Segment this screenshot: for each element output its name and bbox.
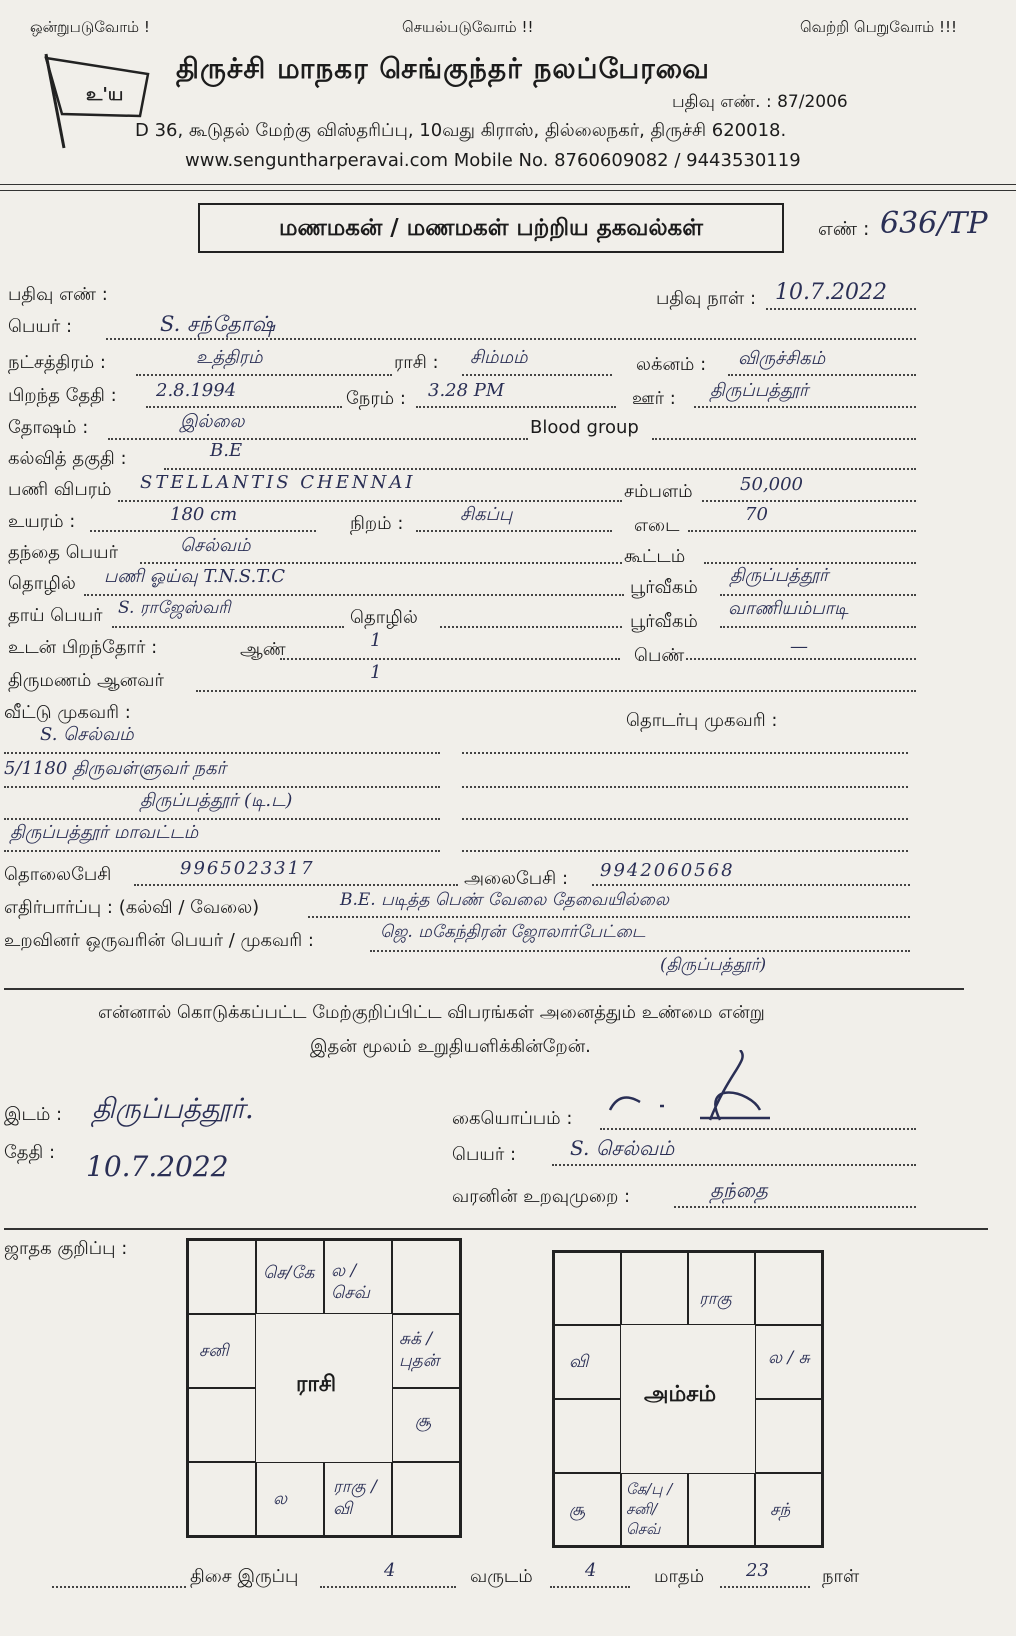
native-value: திருப்பத்தூர் xyxy=(730,565,829,586)
time-label: நேரம் : xyxy=(346,388,406,409)
rasi-house-text: சுக் / புதன் xyxy=(399,1329,440,1371)
home-address-label: வீட்டு முகவரி : xyxy=(4,702,131,723)
weight-label: எடை xyxy=(634,515,680,536)
place-label: இடம் : xyxy=(4,1104,63,1125)
organisation-name: திருச்சி மாநகர செங்குந்தர் நலப்பேரவை xyxy=(176,52,710,85)
weight-value: 70 xyxy=(745,504,768,525)
rasi-house xyxy=(256,1240,324,1314)
name-value: S. சந்தோஷ் xyxy=(160,312,276,336)
height-label: உயரம் : xyxy=(8,511,76,532)
dob-label: பிறந்த தேதி : xyxy=(8,385,117,406)
job-label: பணி விபரம் xyxy=(8,479,112,500)
amsam-chart-title: அம்சம் xyxy=(644,1382,717,1407)
married-value: 1 xyxy=(370,662,382,683)
home-address-line-2: 5/1180 திருவள்ளுவர் நகர் xyxy=(4,758,226,779)
mother-name-label: தாய் பெயர் xyxy=(8,605,103,626)
salary-label: சம்பளம் xyxy=(624,481,693,502)
lagnam-label: லக்னம் : xyxy=(636,354,707,375)
days-label: நாள் xyxy=(822,1566,860,1587)
expectation-value: B.E. படித்த பெண் வேலை தேவையில்லை xyxy=(340,890,669,910)
slogan-center: செயல்படுவோம் !! xyxy=(402,18,534,36)
amsam-house xyxy=(621,1252,688,1325)
amsam-house xyxy=(621,1473,688,1546)
star-value: உத்திரம் xyxy=(196,347,263,368)
amsam-house xyxy=(755,1473,822,1546)
contact-address-label: தொடர்பு முகவரி : xyxy=(626,710,778,731)
amsam-house-text: ல / சு xyxy=(768,1348,810,1368)
father-name-value: செல்வம் xyxy=(180,535,251,556)
amsam-house xyxy=(688,1252,755,1325)
amsam-house-text: சந் xyxy=(770,1500,791,1520)
occupation-label: தொழில் xyxy=(8,573,76,594)
rasi-chart-title: ராசி xyxy=(296,1372,337,1397)
amsam-house-text: சூ xyxy=(569,1500,586,1520)
rasi-house-text: சூ xyxy=(415,1411,432,1431)
complexion-label: நிறம் : xyxy=(350,513,404,534)
phone-label: தொலைபேசி xyxy=(4,864,112,885)
rasi-house-text: செ/கே xyxy=(263,1263,315,1283)
amsam-house-text: ராகு xyxy=(699,1289,732,1309)
native-label: பூர்வீகம் xyxy=(630,577,698,598)
signature xyxy=(600,1050,770,1130)
reg-date-label: பதிவு நாள் : xyxy=(656,288,757,309)
complexion-value: சிகப்பு xyxy=(460,504,513,525)
home-address-line-3: திருப்பத்தூர் (டி.ட) xyxy=(140,790,293,811)
rasi-value: சிம்மம் xyxy=(470,347,528,368)
relative-value-line-2: (திருப்பத்தூர்) xyxy=(660,955,767,975)
amsam-house xyxy=(554,1252,621,1325)
dosham-value: இல்லை xyxy=(180,411,245,432)
rasi-house xyxy=(188,1462,256,1536)
married-label: திருமணம் ஆனவர் xyxy=(8,670,164,691)
star-label: நட்சத்திரம் : xyxy=(8,352,106,373)
rasi-chart xyxy=(186,1238,462,1538)
amsam-house-text: வி xyxy=(569,1352,589,1372)
siblings-label: உடன் பிறந்தோர் : xyxy=(8,637,158,658)
rasi-label: ராசி : xyxy=(394,352,439,373)
date-label: தேதி : xyxy=(4,1142,56,1163)
date-value: 10.7.2022 xyxy=(86,1150,229,1183)
horoscope-label: ஜாதக குறிப்பு : xyxy=(4,1238,128,1259)
kootam-label: கூட்டம் xyxy=(624,546,686,567)
declaration-line-2: இதன் மூலம் உறுதியளிக்கின்றேன். xyxy=(310,1036,591,1057)
female-siblings-label: பெண் xyxy=(634,645,685,666)
dosham-label: தோஷம் : xyxy=(8,417,89,438)
expectation-label: எதிர்பார்ப்பு : (கல்வி / வேலை) xyxy=(4,897,260,918)
rasi-house xyxy=(324,1240,392,1314)
mother-native-value: வாணியம்பாடி xyxy=(728,598,849,619)
rasi-house-text: ல xyxy=(273,1489,288,1509)
dasa-months-value: 4 xyxy=(585,1560,597,1581)
relative-label: உறவினர் ஒருவரின் பெயர் / முகவரி : xyxy=(4,930,314,951)
mother-native-label: பூர்வீகம் xyxy=(630,611,698,632)
rasi-house xyxy=(256,1462,324,1536)
years-label: வருடம் xyxy=(470,1566,533,1587)
relation-value: தந்தை xyxy=(710,1178,768,1202)
declaration-line-1: என்னால் கொடுக்கப்பட்ட மேற்குறிப்பிட்ட விபரங்கள் அனைத்தும் உண்மை என்று xyxy=(98,1002,765,1023)
amsam-house xyxy=(554,1325,621,1399)
amsam-chart xyxy=(552,1250,824,1548)
occupation-value: பணி ஓய்வு T.N.S.T.C xyxy=(104,566,286,587)
reg-date-value: 10.7.2022 xyxy=(775,280,887,305)
male-siblings-value: 1 xyxy=(370,630,382,651)
form-title-box: மணமகன் / மணமகள் பற்றிய தகவல்கள் xyxy=(198,203,784,253)
amsam-house xyxy=(688,1473,755,1546)
amsam-house xyxy=(554,1473,621,1546)
height-value: 180 cm xyxy=(170,504,238,525)
amsam-house xyxy=(755,1325,822,1399)
amsam-house xyxy=(755,1252,822,1325)
rasi-house xyxy=(188,1388,256,1462)
amsam-house xyxy=(554,1399,621,1473)
father-name-label: தந்தை பெயர் xyxy=(8,542,118,563)
female-siblings-value: — xyxy=(790,636,808,657)
dasa-years-value: 4 xyxy=(384,1560,396,1581)
section-divider xyxy=(4,1228,988,1230)
education-label: கல்வித் தகுதி : xyxy=(8,448,127,469)
months-label: மாதம் xyxy=(654,1566,705,1587)
header-divider xyxy=(0,184,1016,185)
rasi-house-text: ல / செவ் xyxy=(331,1261,370,1303)
slogan-right: வெற்றி பெறுவோம் !!! xyxy=(800,18,958,36)
rasi-house-text: ராகு / வி xyxy=(333,1477,377,1519)
place-value: திருப்பத்தூர் xyxy=(710,380,809,401)
rasi-house xyxy=(324,1462,392,1536)
rasi-house xyxy=(188,1240,256,1314)
mobile-value: 9942060568 xyxy=(600,860,735,881)
organisation-reg-no: பதிவு எண். : 87/2006 xyxy=(672,92,848,112)
rasi-house xyxy=(392,1462,460,1536)
amsam-house-text: கே/பு / சனி/செவ் xyxy=(626,1480,673,1538)
place-value: திருப்பத்தூர். xyxy=(92,1092,254,1125)
serial-label: எண் : xyxy=(818,218,870,240)
dob-value: 2.8.1994 xyxy=(156,380,237,401)
name-label: பெயர் : xyxy=(8,316,73,337)
amsam-house xyxy=(755,1399,822,1473)
phone-value: 9965023317 xyxy=(180,858,315,879)
rasi-house xyxy=(188,1314,256,1388)
blood-group-label: Blood group xyxy=(530,417,639,438)
mother-occupation-label: தொழில் xyxy=(350,607,418,628)
svg-text:உ'ய: உ'ய xyxy=(86,84,124,105)
dasa-label: திசை இருப்பு xyxy=(190,1566,299,1587)
job-value: STELLANTIS CHENNAI xyxy=(140,472,416,493)
dasa-days-value: 23 xyxy=(746,1560,769,1581)
rasi-house-text: சனி xyxy=(199,1341,229,1361)
signature-label: கையொப்பம் : xyxy=(452,1108,573,1129)
signer-name-label: பெயர் : xyxy=(452,1144,517,1165)
home-address-line-4: திருப்பத்தூர் மாவட்டம் xyxy=(10,822,199,843)
lagnam-value: விருச்சிகம் xyxy=(738,348,826,369)
rasi-house xyxy=(392,1314,460,1388)
section-divider xyxy=(4,988,964,990)
serial-number: 636/TP xyxy=(880,206,988,241)
home-address-line-1: S. செல்வம் xyxy=(40,724,134,745)
header-divider xyxy=(0,190,1016,191)
organisation-address: D 36, கூடுதல் மேற்கு விஸ்தரிப்பு, 10வது கிராஸ், தில்லைநகர், திருச்சி 620018. xyxy=(135,120,787,141)
male-siblings-label: ஆண் xyxy=(240,639,286,660)
reg-no-label: பதிவு எண் : xyxy=(8,284,108,305)
mother-name-value: S. ராஜேஸ்வரி xyxy=(118,598,231,618)
rasi-house xyxy=(392,1388,460,1462)
education-value: B.E xyxy=(210,440,243,461)
signer-name-value: S. செல்வம் xyxy=(570,1136,675,1160)
relative-value-line-1: ஜெ. மகேந்திரன் ஜோலார்பேட்டை xyxy=(380,922,646,942)
time-value: 3.28 PM xyxy=(428,380,505,401)
relation-label: வரனின் உறவுமுறை : xyxy=(452,1186,631,1207)
mobile-label: அலைபேசி : xyxy=(464,868,569,889)
organisation-website-mobile: www.senguntharperavai.com Mobile No. 8760609082 / 9443530119 xyxy=(185,150,801,171)
slogan-left: ஒன்றுபடுவோம் ! xyxy=(30,18,150,36)
rasi-house xyxy=(392,1240,460,1314)
salary-value: 50,000 xyxy=(740,474,803,495)
place-label: ஊர் : xyxy=(632,388,676,409)
